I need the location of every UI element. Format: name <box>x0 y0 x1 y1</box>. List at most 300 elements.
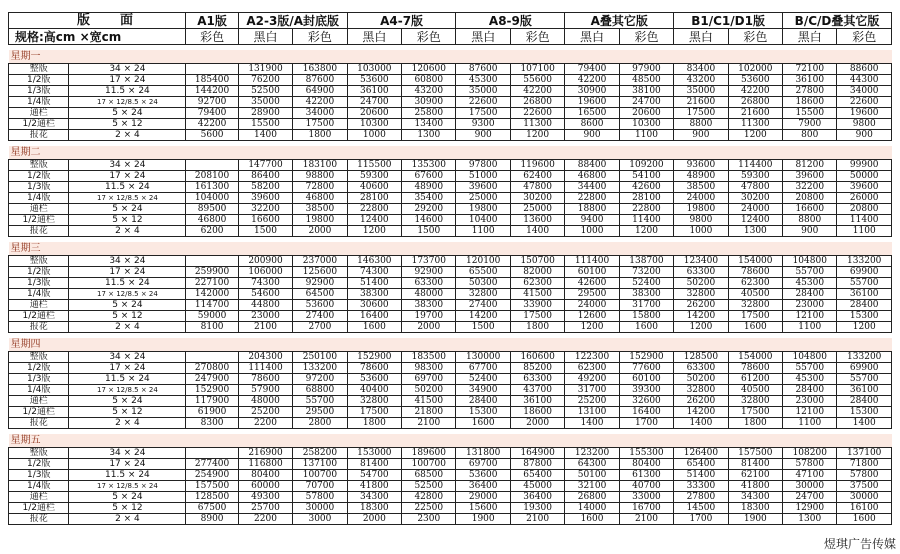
price-cell <box>186 352 238 363</box>
price-cell: 1200 <box>837 322 892 333</box>
price-cell: 111400 <box>565 256 619 267</box>
price-cell: 37500 <box>837 481 892 492</box>
price-cell: 60800 <box>402 75 456 86</box>
ad-size-type: 报花 <box>9 130 69 141</box>
ad-size-spec: 34 × 24 <box>69 160 186 171</box>
price-cell: 1100 <box>783 322 837 333</box>
table-row <box>9 481 892 492</box>
col-group-a2-3: A2-3版/A封底版 <box>238 13 347 29</box>
price-cell: 147700 <box>238 160 292 171</box>
price-cell: 36100 <box>783 75 837 86</box>
price-cell: 68500 <box>402 470 456 481</box>
table-row <box>9 407 892 418</box>
table-row <box>9 396 892 407</box>
price-cell: 19800 <box>456 204 510 215</box>
price-cell: 152900 <box>186 385 238 396</box>
price-cell: 98800 <box>293 171 347 182</box>
price-cell: 2000 <box>347 514 401 525</box>
price-cell: 81200 <box>783 160 837 171</box>
price-cell: 43700 <box>510 385 564 396</box>
price-cell: 44300 <box>837 75 892 86</box>
price-cell: 62300 <box>565 363 619 374</box>
price-cell: 17500 <box>510 311 564 322</box>
table-row <box>9 130 892 141</box>
ad-size-spec: 2 × 4 <box>69 418 186 429</box>
col-group-a4-7: A4-7版 <box>347 13 456 29</box>
price-cell: 23000 <box>783 396 837 407</box>
price-cell: 2100 <box>238 322 292 333</box>
price-cell: 47800 <box>728 182 782 193</box>
price-cell: 57800 <box>293 492 347 503</box>
price-cell: 34000 <box>293 108 347 119</box>
price-cell: 1400 <box>510 226 564 237</box>
price-cell: 63300 <box>402 278 456 289</box>
ad-size-type: 报花 <box>9 322 69 333</box>
price-cell: 27400 <box>456 300 510 311</box>
price-cell: 107100 <box>510 64 564 75</box>
price-cell <box>186 160 238 171</box>
price-cell: 51000 <box>456 171 510 182</box>
ad-size-spec: 5 × 24 <box>69 108 186 119</box>
price-cell: 153000 <box>347 448 401 459</box>
price-cell: 19600 <box>565 97 619 108</box>
ad-size-spec: 17 × 24 <box>69 75 186 86</box>
price-cell: 46800 <box>565 171 619 182</box>
price-cell: 51400 <box>674 470 728 481</box>
price-cell: 64900 <box>293 86 347 97</box>
price-cell: 115500 <box>347 160 401 171</box>
price-cell: 130000 <box>456 352 510 363</box>
price-cell: 9800 <box>674 215 728 226</box>
price-cell: 120100 <box>456 256 510 267</box>
price-cell: 31700 <box>565 385 619 396</box>
price-cell: 208100 <box>186 171 238 182</box>
price-cell: 135300 <box>402 160 456 171</box>
price-cell: 81400 <box>728 459 782 470</box>
price-cell: 20800 <box>783 193 837 204</box>
price-cell: 116800 <box>238 459 292 470</box>
price-cell: 14200 <box>674 407 728 418</box>
price-cell: 55700 <box>783 267 837 278</box>
price-cell: 61300 <box>619 470 673 481</box>
spec-label: 规格:高cm ×宽cm <box>9 29 186 45</box>
price-cell: 48900 <box>674 171 728 182</box>
ad-size-spec: 2 × 4 <box>69 130 186 141</box>
price-cell: 60000 <box>238 481 292 492</box>
price-cell: 102000 <box>728 64 782 75</box>
price-cell: 36100 <box>837 289 892 300</box>
price-cell: 100700 <box>402 459 456 470</box>
price-cell: 34900 <box>456 385 510 396</box>
price-cell: 36100 <box>837 385 892 396</box>
price-cell: 29500 <box>293 407 347 418</box>
price-cell: 1300 <box>402 130 456 141</box>
price-cell: 1300 <box>728 226 782 237</box>
price-cell: 183500 <box>402 352 456 363</box>
price-cell: 8600 <box>565 119 619 130</box>
price-cell: 22800 <box>347 204 401 215</box>
price-cell: 128500 <box>674 352 728 363</box>
price-cell: 63300 <box>674 363 728 374</box>
price-cell: 42200 <box>728 86 782 97</box>
price-cell: 80400 <box>619 459 673 470</box>
price-cell: 1600 <box>837 514 892 525</box>
table-row <box>9 267 892 278</box>
price-cell: 18600 <box>783 97 837 108</box>
price-cell: 111400 <box>238 363 292 374</box>
price-cell: 125600 <box>293 267 347 278</box>
price-cell: 52500 <box>402 481 456 492</box>
price-cell: 16400 <box>619 407 673 418</box>
price-cell: 43200 <box>402 86 456 97</box>
ad-size-type: 报花 <box>9 226 69 237</box>
price-cell: 30000 <box>837 492 892 503</box>
price-cell: 1100 <box>456 226 510 237</box>
price-cell: 34300 <box>347 492 401 503</box>
price-cell: 38100 <box>619 86 673 97</box>
day-name: 星期二 <box>9 146 892 160</box>
price-cell: 1800 <box>510 322 564 333</box>
price-cell: 30200 <box>728 193 782 204</box>
price-cell: 15500 <box>238 119 292 130</box>
price-cell: 53600 <box>347 374 401 385</box>
sub-header: 彩色 <box>619 29 673 45</box>
table-row <box>9 256 892 267</box>
price-cell: 62300 <box>510 278 564 289</box>
col-group-bcd-other: B/C/D叠其它版 <box>783 13 892 29</box>
price-cell: 42800 <box>402 492 456 503</box>
sub-header: 黑白 <box>674 29 728 45</box>
price-cell: 14000 <box>565 503 619 514</box>
price-cell: 104800 <box>783 256 837 267</box>
ad-size-type: 通栏 <box>9 300 69 311</box>
price-cell: 45300 <box>783 374 837 385</box>
ad-size-spec: 5 × 24 <box>69 396 186 407</box>
price-cell: 69900 <box>837 363 892 374</box>
ad-size-type: 1/2版 <box>9 171 69 182</box>
price-cell: 32800 <box>456 289 510 300</box>
sub-header: 彩色 <box>728 29 782 45</box>
table-row <box>9 171 892 182</box>
price-cell: 128500 <box>186 492 238 503</box>
price-cell: 183100 <box>293 160 347 171</box>
price-cell: 10400 <box>456 215 510 226</box>
price-cell: 42600 <box>565 278 619 289</box>
price-cell: 12600 <box>565 311 619 322</box>
price-cell <box>186 448 238 459</box>
price-cell: 131900 <box>238 64 292 75</box>
price-cell: 8800 <box>783 215 837 226</box>
ad-size-spec: 34 × 24 <box>69 448 186 459</box>
price-cell: 17500 <box>728 407 782 418</box>
col-group-a8-9: A8-9版 <box>456 13 565 29</box>
price-cell: 39600 <box>456 182 510 193</box>
price-cell: 10300 <box>347 119 401 130</box>
price-cell: 41800 <box>347 481 401 492</box>
price-cell: 17500 <box>456 108 510 119</box>
ad-size-spec: 5 × 24 <box>69 300 186 311</box>
price-cell: 2800 <box>293 418 347 429</box>
price-cell: 38300 <box>347 289 401 300</box>
sub-header: 黑白 <box>565 29 619 45</box>
price-cell: 137100 <box>837 448 892 459</box>
price-cell: 106000 <box>238 267 292 278</box>
price-cell: 1900 <box>728 514 782 525</box>
price-cell: 32800 <box>728 396 782 407</box>
price-cell: 2100 <box>510 514 564 525</box>
ad-size-type: 1/4版 <box>9 481 69 492</box>
price-cell: 2100 <box>619 514 673 525</box>
price-cell: 41500 <box>510 289 564 300</box>
ad-size-spec: 17 × 12/8.5 × 24 <box>69 97 186 108</box>
price-cell: 31700 <box>619 300 673 311</box>
table-row <box>9 193 892 204</box>
price-cell: 133200 <box>293 363 347 374</box>
ad-size-spec: 17 × 24 <box>69 363 186 374</box>
price-cell: 9300 <box>456 119 510 130</box>
price-cell: 103000 <box>347 64 401 75</box>
ad-size-type: 1/3版 <box>9 86 69 97</box>
price-cell: 39600 <box>837 182 892 193</box>
price-cell: 26200 <box>674 300 728 311</box>
day-name: 星期五 <box>9 434 892 448</box>
price-cell: 30900 <box>565 86 619 97</box>
price-cell: 237000 <box>293 256 347 267</box>
price-cell: 216900 <box>238 448 292 459</box>
price-cell: 30900 <box>402 97 456 108</box>
price-cell: 57900 <box>238 385 292 396</box>
ad-size-type: 1/2通栏 <box>9 407 69 418</box>
price-cell: 53600 <box>456 470 510 481</box>
table-row <box>9 86 892 97</box>
price-cell: 34400 <box>565 182 619 193</box>
price-cell: 1000 <box>347 130 401 141</box>
price-cell: 900 <box>565 130 619 141</box>
sub-header: 黑白 <box>238 29 292 45</box>
price-cell: 32200 <box>238 204 292 215</box>
price-cell: 100700 <box>293 470 347 481</box>
price-cell: 92700 <box>186 97 238 108</box>
price-cell: 119600 <box>510 160 564 171</box>
price-cell: 55700 <box>837 278 892 289</box>
price-cell: 247900 <box>186 374 238 385</box>
table-row <box>9 226 892 237</box>
price-cell: 35000 <box>238 97 292 108</box>
price-cell: 19800 <box>674 204 728 215</box>
price-cell: 25000 <box>510 204 564 215</box>
price-cell: 36400 <box>510 492 564 503</box>
brand-watermark: 煜琪广告传媒 <box>823 537 896 551</box>
price-cell: 22600 <box>510 108 564 119</box>
price-cell: 2700 <box>293 322 347 333</box>
rate-table <box>8 12 892 525</box>
price-cell: 51400 <box>347 278 401 289</box>
rate-table-container <box>8 12 892 525</box>
price-cell: 45300 <box>456 75 510 86</box>
table-row <box>9 470 892 481</box>
price-cell: 1400 <box>238 130 292 141</box>
price-cell: 69900 <box>837 267 892 278</box>
price-cell: 64500 <box>293 289 347 300</box>
price-cell: 15300 <box>456 407 510 418</box>
ad-size-type: 1/2通栏 <box>9 215 69 226</box>
table-row <box>9 64 892 75</box>
price-cell: 25700 <box>238 503 292 514</box>
price-cell: 32100 <box>565 481 619 492</box>
price-cell: 76200 <box>238 75 292 86</box>
price-cell: 55700 <box>783 363 837 374</box>
price-cell: 1200 <box>619 226 673 237</box>
ad-size-spec: 5 × 24 <box>69 204 186 215</box>
price-cell: 14500 <box>674 503 728 514</box>
price-cell: 1200 <box>510 130 564 141</box>
ad-size-spec: 11.5 × 24 <box>69 86 186 97</box>
price-cell: 1700 <box>619 418 673 429</box>
price-cell: 78600 <box>728 267 782 278</box>
ad-size-spec: 17 × 12/8.5 × 24 <box>69 193 186 204</box>
price-cell: 52500 <box>238 86 292 97</box>
table-row <box>9 300 892 311</box>
price-cell: 78600 <box>347 363 401 374</box>
table-row <box>9 119 892 130</box>
price-cell: 1200 <box>674 322 728 333</box>
price-cell: 160600 <box>510 352 564 363</box>
price-cell: 48500 <box>619 75 673 86</box>
sub-header: 彩色 <box>293 29 347 45</box>
price-cell: 26000 <box>837 193 892 204</box>
price-cell: 28900 <box>238 108 292 119</box>
price-cell: 40700 <box>619 481 673 492</box>
price-cell: 40400 <box>347 385 401 396</box>
price-cell: 55700 <box>293 396 347 407</box>
price-cell: 28100 <box>619 193 673 204</box>
price-cell: 8100 <box>186 322 238 333</box>
price-cell: 61900 <box>186 407 238 418</box>
price-cell: 86400 <box>238 171 292 182</box>
price-cell: 50300 <box>456 278 510 289</box>
price-cell: 25200 <box>238 407 292 418</box>
price-cell: 29500 <box>565 289 619 300</box>
price-cell: 13600 <box>510 215 564 226</box>
price-cell: 29000 <box>456 492 510 503</box>
ad-size-type: 1/2版 <box>9 459 69 470</box>
price-cell: 152900 <box>619 352 673 363</box>
price-cell: 62400 <box>510 171 564 182</box>
price-cell: 14200 <box>674 311 728 322</box>
price-cell: 32800 <box>674 385 728 396</box>
table-row <box>9 459 892 470</box>
ad-size-type: 整版 <box>9 448 69 459</box>
price-cell: 97800 <box>456 160 510 171</box>
price-cell: 19700 <box>402 311 456 322</box>
price-cell: 1700 <box>674 514 728 525</box>
price-cell: 68800 <box>293 385 347 396</box>
price-cell: 17500 <box>674 108 728 119</box>
price-cell: 28400 <box>837 396 892 407</box>
price-cell: 123400 <box>674 256 728 267</box>
price-cell: 17500 <box>293 119 347 130</box>
price-cell: 43200 <box>674 75 728 86</box>
price-cell: 92900 <box>293 278 347 289</box>
ad-size-type: 整版 <box>9 64 69 75</box>
price-cell: 900 <box>456 130 510 141</box>
price-cell: 1100 <box>837 226 892 237</box>
rate-table-body <box>9 45 892 525</box>
price-cell: 28400 <box>456 396 510 407</box>
price-cell: 47800 <box>510 182 564 193</box>
price-cell: 45300 <box>783 278 837 289</box>
day-name: 星期四 <box>9 338 892 352</box>
ad-size-type: 通栏 <box>9 396 69 407</box>
price-cell: 70700 <box>293 481 347 492</box>
price-cell: 22800 <box>619 204 673 215</box>
price-cell: 33900 <box>510 300 564 311</box>
price-cell: 12400 <box>347 215 401 226</box>
price-cell: 1600 <box>456 418 510 429</box>
price-cell: 42200 <box>510 86 564 97</box>
price-cell: 30000 <box>783 481 837 492</box>
price-cell: 85200 <box>510 363 564 374</box>
price-cell: 1000 <box>674 226 728 237</box>
price-cell: 16600 <box>783 204 837 215</box>
ad-size-spec: 2 × 4 <box>69 322 186 333</box>
price-cell: 2300 <box>402 514 456 525</box>
price-cell: 42600 <box>619 182 673 193</box>
price-cell: 29200 <box>402 204 456 215</box>
price-cell: 33300 <box>674 481 728 492</box>
price-cell: 24000 <box>728 204 782 215</box>
price-cell: 59300 <box>728 171 782 182</box>
price-cell: 97900 <box>619 64 673 75</box>
price-cell: 11400 <box>619 215 673 226</box>
price-cell: 99900 <box>837 160 892 171</box>
price-cell: 1200 <box>728 130 782 141</box>
price-cell: 34300 <box>728 492 782 503</box>
table-row <box>9 204 892 215</box>
price-cell: 88600 <box>837 64 892 75</box>
price-cell: 97200 <box>293 374 347 385</box>
price-cell: 19300 <box>510 503 564 514</box>
price-cell: 24700 <box>619 97 673 108</box>
price-cell: 74300 <box>347 267 401 278</box>
price-cell: 27400 <box>293 311 347 322</box>
price-cell: 19600 <box>837 108 892 119</box>
price-cell: 72800 <box>293 182 347 193</box>
price-cell: 39600 <box>783 171 837 182</box>
ad-size-spec: 5 × 24 <box>69 492 186 503</box>
price-cell: 15300 <box>837 407 892 418</box>
price-cell: 50200 <box>402 385 456 396</box>
price-cell: 41800 <box>728 481 782 492</box>
price-cell: 63300 <box>674 267 728 278</box>
day-section-header <box>9 338 892 352</box>
sub-header: 彩色 <box>186 29 238 45</box>
price-cell: 79400 <box>565 64 619 75</box>
col-group-a1: A1版 <box>186 13 238 29</box>
ad-size-type: 整版 <box>9 256 69 267</box>
price-cell: 114700 <box>186 300 238 311</box>
table-row <box>9 352 892 363</box>
price-cell: 1200 <box>565 322 619 333</box>
price-cell: 19800 <box>293 215 347 226</box>
price-cell: 38500 <box>293 204 347 215</box>
price-cell: 73200 <box>619 267 673 278</box>
price-cell: 16100 <box>837 503 892 514</box>
ad-size-type: 1/2通栏 <box>9 119 69 130</box>
price-cell: 20600 <box>619 108 673 119</box>
price-cell: 12100 <box>783 311 837 322</box>
day-section-header <box>9 146 892 160</box>
